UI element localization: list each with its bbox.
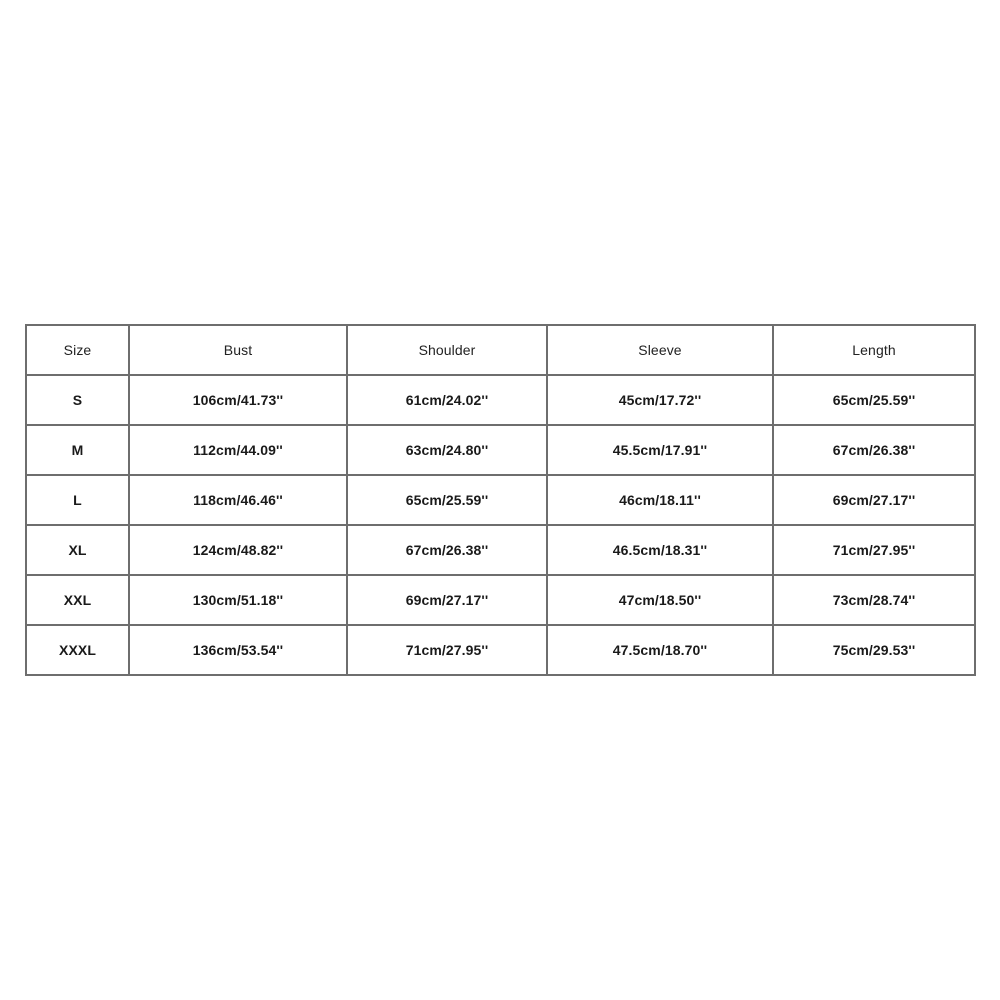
table-row <box>26 375 975 425</box>
cell-size: S <box>26 375 129 425</box>
cell-sleeve: 45cm/17.72'' <box>547 375 773 425</box>
size-chart-table <box>25 324 976 676</box>
header-length: Length <box>773 325 975 375</box>
cell-length: 65cm/25.59'' <box>773 375 975 425</box>
cell-length: 71cm/27.95'' <box>773 525 975 575</box>
cell-bust: 106cm/41.73'' <box>129 375 347 425</box>
cell-size: XXL <box>26 575 129 625</box>
cell-sleeve: 46cm/18.11'' <box>547 475 773 525</box>
cell-bust: 124cm/48.82'' <box>129 525 347 575</box>
cell-length: 69cm/27.17'' <box>773 475 975 525</box>
table-row <box>26 575 975 625</box>
cell-bust: 136cm/53.54'' <box>129 625 347 675</box>
header-sleeve: Sleeve <box>547 325 773 375</box>
cell-length: 75cm/29.53'' <box>773 625 975 675</box>
cell-shoulder: 69cm/27.17'' <box>347 575 547 625</box>
cell-sleeve: 46.5cm/18.31'' <box>547 525 773 575</box>
table-header-row <box>26 325 975 375</box>
header-bust: Bust <box>129 325 347 375</box>
cell-shoulder: 65cm/25.59'' <box>347 475 547 525</box>
cell-sleeve: 45.5cm/17.91'' <box>547 425 773 475</box>
header-shoulder: Shoulder <box>347 325 547 375</box>
cell-sleeve: 47.5cm/18.70'' <box>547 625 773 675</box>
table-row <box>26 475 975 525</box>
cell-bust: 130cm/51.18'' <box>129 575 347 625</box>
cell-shoulder: 67cm/26.38'' <box>347 525 547 575</box>
cell-size: M <box>26 425 129 475</box>
cell-bust: 118cm/46.46'' <box>129 475 347 525</box>
cell-length: 67cm/26.38'' <box>773 425 975 475</box>
cell-shoulder: 61cm/24.02'' <box>347 375 547 425</box>
cell-shoulder: 71cm/27.95'' <box>347 625 547 675</box>
header-size: Size <box>26 325 129 375</box>
cell-size: XL <box>26 525 129 575</box>
cell-shoulder: 63cm/24.80'' <box>347 425 547 475</box>
cell-sleeve: 47cm/18.50'' <box>547 575 773 625</box>
cell-size: L <box>26 475 129 525</box>
cell-bust: 112cm/44.09'' <box>129 425 347 475</box>
table-row <box>26 525 975 575</box>
cell-length: 73cm/28.74'' <box>773 575 975 625</box>
table-row <box>26 425 975 475</box>
cell-size: XXXL <box>26 625 129 675</box>
table-row <box>26 625 975 675</box>
